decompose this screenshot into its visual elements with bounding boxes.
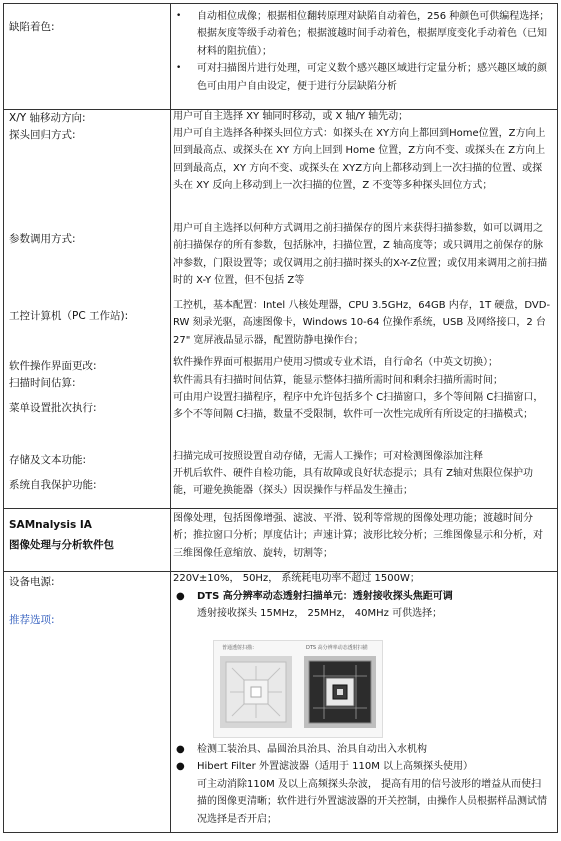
column-divider [170,4,171,832]
xy-axis-text: 用户可自主选择 XY 轴同时移动，或 X 轴/Y 轴先动； [173,111,409,122]
hibert-item: ● Hibert Filter 外置滤波器（适用于 110M 以上高频探头使用） [173,758,551,775]
label-ipc: 工控计算机（PC 工作站): [9,310,129,322]
ipc-text: 工控机，基本配置：Intel 八核处理器，CPU 3.5GHz，64GB 内存，1T 硬盘，DVD-RW 刻录光驱，高速图像卡，Windows 10-64 位操作系统，USB 及网络接口，2 台 27" 宽屏液晶显示器，配置防静电操作台； [173,300,551,346]
image-caption-left: 普通透射扫描： [222,645,258,651]
normal-scan-chip-image [220,656,292,728]
label-ui-lang: 软件操作界面更改: [9,360,97,372]
label-software: SAMnalysis IA [9,519,92,531]
dts-item: ● DTS 高分辨率动态透射扫描单元：透射接收探头焦距可调 [173,588,551,605]
label-batch: 菜单设置批次执行: [9,402,97,414]
power-text: 220V±10%， 50Hz， 系统耗电功率不超过 1500W； [173,573,420,584]
bullet-icon: ● [176,761,185,773]
label-scan-time: 扫描时间估算: [9,377,76,389]
self-protect-text: 开机后软件、硬件自检功能，具有故障或良好状态提示；具有 Z轴对焦限位保护功能，可避免换能器（探头）因误操作与样品发生撞击； [173,468,534,497]
options-content-lower [173,741,551,828]
label-self-protect: 系统自我保护功能: [9,479,97,491]
dts-scan-chip-image [304,656,376,728]
storage-text: 扫描完成可按照设置自动存储，无需人工操作；可对检测图像添加注释 [173,451,483,462]
label-xy-axis: X/Y 轴移动方向: [9,112,86,124]
label-probe-return: 探头回归方式: [9,129,76,141]
dts-text: 透射接收探头 15MHz， 25MHz， 40MHz 可供选择； [197,608,443,620]
bullet-item: • 自动相位成像；根据相位翻转原理对缺陷自动着色，256 种颜色可供编程选择；根据灰度等级手动着色；根据渡越时间手动着色，根据厚度变化手动着色（已知材料的阻抗值）； [173,8,551,60]
bullet-icon: • [176,11,182,21]
image-caption-right: DTS 高分辨率动态透射扫描 [306,645,368,651]
label-defect-color: 缺陷着色: [9,21,55,33]
bullet-item: • 可对扫描图片进行处理，可定义数个感兴趣区域进行定量分析；感兴趣区域的颜色可由用户自由设定，便于进行分层缺陷分析 [173,60,551,95]
defect-color-content [173,8,551,95]
hibert-text: 可主动消除110M 及以上高频探头杂波， 提高有用的信号波形的增益从而使扫描的图像更清晰；软件进行外置滤波器的开关控制，由操作人员根据样品测试情况选择是否开启； [197,778,547,825]
param-recall-text: 用户可自主选择以何种方式调用之前扫描保存的图片来获得扫描参数，如可以调用之前扫描保存的所有参数，包括脉冲，扫描位置，Z 轴高度等；或只调用之前保存的脉冲参数，门限设置等；或仅调用之前扫描时探头的X-Y-Z位置；或仅用来调用之前扫描时的 X-Y 位置，但不包括 Z等 [173,223,548,287]
label-power: 设备电源: [9,576,55,588]
batch-text: 可由用户设置扫描程序，程序中允许包括多个 C扫描窗口，多个等间隔 C扫描窗口，多个不等间隔 C扫描，数量不受限制，软件可一次性完成所有所设定的扫描模式； [173,392,544,421]
jig-item: ● 检测工装治具、晶圆治具治具、治具自动出入水机构 [173,741,551,758]
ui-lang-text: 软件操作界面可根据用户使用习惯或专业术语，自行命名（中英文切换）； [173,357,498,368]
bullet-icon: • [176,63,182,74]
label-software-cn: 图像处理与分析软件包 [9,539,114,551]
probe-return-text: 用户可自主选择各种探头回位方式：如探头在 XY方向上都回到Home位置，Z方向上回到最高点、或探头在 XY 方向上回到 Home 位置，Z方向不变、或探头在 Z方向上回到最高点，XY 方向不变、或探头在 XYZ方向上都移动到上一次扫描的位置、或探头在 XY 反向上移动到上一次扫描的位置，Z 不变等多种探头回位方式； [173,128,546,192]
scan-comparison-image [213,640,383,738]
label-param-recall: 参数调用方式: [9,233,76,245]
bullet-icon: ● [176,744,185,755]
label-options: 推荐选项: [9,614,55,626]
bullet-icon: ● [176,591,185,602]
row-divider [4,508,557,509]
options-content [173,588,551,623]
label-storage: 存储及文本功能: [9,454,87,466]
scan-time-text: 软件需具有扫描时间估算，能显示整体扫描所需时间和剩余扫描所需时间； [173,375,503,386]
software-text: 图像处理，包括图像增强、滤波、平滑、锐利等常规的图像处理功能；渡越时间分析；推拉窗口分析；厚度估计；声速计算；波形比较分析；三维图像显示和分析，对三维图像任意缩放、旋转，切割等； [173,513,543,559]
